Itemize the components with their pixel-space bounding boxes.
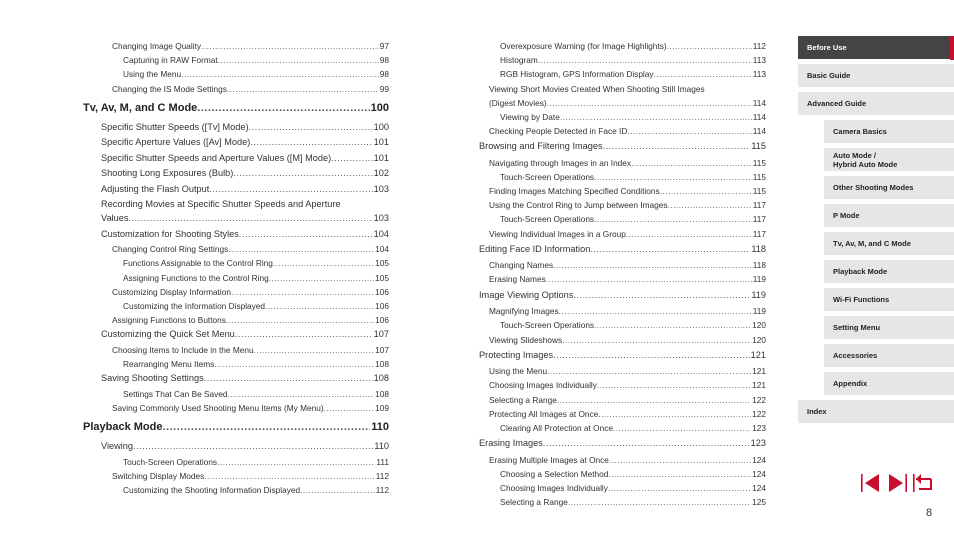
toc-page-number: 123: [752, 422, 766, 433]
toc-entry[interactable]: [83, 67, 389, 81]
toc-page-number: 118: [751, 243, 766, 254]
sidebar-tab[interactable]: [824, 260, 954, 284]
sidebar-tab-label-line2: Hybrid Auto Mode: [833, 160, 898, 169]
toc-entry[interactable]: [83, 39, 389, 53]
dot-leader: [590, 242, 750, 258]
toc-page-number: 108: [373, 373, 389, 384]
toc-page-number: 119: [751, 289, 766, 300]
sidebar-tab[interactable]: [798, 400, 954, 424]
back-icon[interactable]: [912, 472, 934, 494]
toc-entry[interactable]: [479, 110, 766, 124]
dot-leader: [128, 211, 372, 227]
toc-entry-title: Viewing Slideshows: [489, 334, 563, 345]
dot-leader: [324, 401, 375, 415]
toc-page-number: 123: [750, 438, 766, 449]
toc-entry[interactable]: [479, 156, 766, 170]
toc-entry[interactable]: [479, 333, 766, 347]
toc-right-column: [479, 39, 766, 509]
toc-entry[interactable]: [479, 481, 766, 495]
toc-entry-title: Erasing Names: [489, 274, 546, 285]
toc-page-number: 107: [375, 344, 389, 355]
dot-leader: [608, 467, 751, 481]
dot-leader: [562, 333, 751, 347]
sidebar-tab[interactable]: [824, 176, 954, 200]
dot-leader: [613, 421, 751, 435]
toc-entry-title: Editing Face ID Information: [479, 243, 591, 254]
toc-entry-title: Using the Menu: [489, 366, 548, 377]
toc-entry[interactable]: [479, 378, 766, 392]
sidebar-tab[interactable]: [798, 36, 954, 60]
sidebar-tab-label: Camera Basics: [833, 127, 887, 136]
sidebar-tab-label: Other Shooting Modes: [833, 183, 914, 192]
sidebar-tab-label: Playback Mode: [833, 267, 888, 276]
toc-entry-title: Values: [101, 213, 129, 224]
page-number: 8: [926, 507, 933, 519]
toc-page-number: 104: [375, 244, 389, 255]
next-page-icon[interactable]: [886, 472, 908, 494]
toc-entry[interactable]: [479, 124, 766, 138]
sidebar-tab-label: Basic Guide: [807, 71, 851, 80]
dot-leader: [273, 256, 374, 270]
toc-entry[interactable]: [83, 343, 389, 357]
toc-page-number: 124: [752, 468, 766, 479]
toc-entry[interactable]: [83, 439, 389, 455]
sidebar-tab[interactable]: [798, 92, 954, 116]
dot-leader: [204, 469, 375, 483]
toc-entry-title: Navigating through Images in an Index: [489, 157, 632, 168]
toc-entry[interactable]: [83, 483, 389, 497]
sidebar-tab[interactable]: [824, 344, 954, 368]
toc-entry[interactable]: [83, 242, 389, 256]
toc-page-number: 98: [379, 69, 389, 80]
dot-leader: [608, 481, 751, 495]
toc-entry[interactable]: [479, 53, 766, 67]
toc-page-number: 109: [375, 402, 389, 413]
toc-entry[interactable]: [83, 256, 389, 270]
toc-page-number: 114: [752, 97, 766, 108]
toc-entry[interactable]: [479, 184, 766, 198]
toc-entry-title: Changing the IS Mode Settings: [112, 83, 227, 94]
toc-page-number: 111: [376, 456, 389, 467]
toc-page-number: 98: [379, 55, 389, 66]
toc-entry-title: Assigning Functions to Buttons: [112, 315, 226, 326]
toc-page-number: 112: [375, 485, 389, 495]
toc-page-number: 112: [375, 470, 389, 481]
dot-leader: [249, 120, 373, 136]
toc-page-number: 121: [752, 380, 766, 391]
page-navigation: [860, 472, 934, 494]
toc-entry-title: Customizing the Shooting Information Displayed: [123, 485, 301, 495]
dot-leader: [250, 135, 372, 151]
toc-page-number: 124: [752, 483, 766, 493]
sidebar-tab-label: Auto Mode /: [833, 151, 876, 160]
toc-page-number: 103: [373, 213, 389, 224]
toc-entry-title: Adjusting the Flash Output: [101, 183, 210, 194]
toc-entry[interactable]: [479, 67, 766, 81]
toc-entry-title: Selecting a Range: [500, 497, 568, 508]
toc-entry-title: Customizing the Information Displayed: [123, 301, 266, 311]
toc-entry[interactable]: [479, 272, 766, 286]
dot-leader: [547, 96, 752, 110]
toc-entry-title: Browsing and Filtering Images: [479, 141, 603, 152]
sidebar-tab[interactable]: [824, 232, 954, 256]
dot-leader: [560, 110, 752, 124]
toc-page-number: 105: [375, 258, 389, 269]
toc-entry[interactable]: [83, 327, 389, 343]
toc-page-number: 110: [371, 421, 389, 434]
toc-entry[interactable]: [479, 304, 766, 318]
dot-leader: [654, 67, 752, 81]
toc-entry-title: Magnifying Images: [489, 306, 559, 317]
toc-page-number: 115: [752, 157, 766, 168]
toc-entry-title: Protecting Images: [479, 349, 554, 360]
dot-leader: [547, 364, 751, 378]
toc-entry[interactable]: [83, 82, 389, 96]
toc-page-number: 121: [752, 366, 766, 377]
toc-entry-line[interactable]: Viewing Short Movies Created When Shooting Still Images: [489, 83, 705, 94]
toc-entry[interactable]: [479, 407, 766, 421]
toc-entry[interactable]: [479, 364, 766, 378]
dot-leader: [598, 407, 751, 421]
toc-entry[interactable]: [479, 170, 766, 184]
sidebar-tab-label: Setting Menu: [833, 323, 881, 332]
sidebar-tab-label: Appendix: [833, 379, 868, 388]
toc-entry[interactable]: [479, 39, 766, 53]
toc-entry[interactable]: [83, 299, 389, 313]
sidebar-tab[interactable]: [824, 288, 954, 312]
toc-entry-title: Playback Mode: [83, 421, 163, 434]
dot-leader: [228, 242, 374, 256]
toc-entry[interactable]: [83, 401, 389, 415]
dot-leader: [546, 272, 752, 286]
toc-entry[interactable]: [479, 227, 766, 241]
toc-entry[interactable]: [83, 227, 389, 243]
toc-page-number: 108: [375, 359, 389, 370]
toc-page-number: 124: [752, 454, 766, 465]
toc-entry[interactable]: [83, 182, 389, 198]
toc-entry[interactable]: [83, 357, 389, 371]
toc-entry[interactable]: [479, 421, 766, 435]
dot-leader: [557, 393, 751, 407]
dot-leader: [201, 39, 379, 53]
toc-page-number: 107: [373, 329, 389, 340]
previous-page-icon[interactable]: [860, 472, 882, 494]
toc-entry-title: Finding Images Matching Specified Conditions: [489, 186, 660, 196]
dot-leader: [559, 304, 752, 318]
dot-leader: [660, 184, 752, 198]
toc-entry-title: Touch-Screen Operations: [500, 171, 595, 182]
dot-leader: [133, 439, 373, 455]
dot-leader: [594, 212, 752, 226]
toc-page-number: 118: [752, 260, 766, 271]
toc-entry-title: (Digest Movies): [489, 97, 547, 108]
dot-leader: [162, 418, 370, 436]
dot-leader: [609, 453, 751, 467]
dot-leader: [265, 299, 374, 313]
toc-entry[interactable]: [83, 151, 389, 167]
toc-entry-title: Viewing: [101, 441, 134, 452]
dot-leader: [239, 227, 373, 243]
toc-entry[interactable]: [83, 211, 389, 227]
sidebar-tab-label: P Mode: [833, 211, 860, 220]
toc-page-number: 120: [752, 320, 766, 331]
toc-entry-title: Functions Assignable to the Control Ring: [123, 258, 273, 269]
toc-entry[interactable]: [479, 242, 766, 258]
toc-entry-title: Using the Menu: [123, 69, 182, 80]
toc-page-number: 122: [752, 408, 766, 419]
dot-leader: [300, 483, 375, 497]
toc-entry[interactable]: [479, 96, 766, 110]
dot-leader: [228, 387, 375, 401]
sidebar-tab[interactable]: [824, 316, 954, 340]
sidebar-tab[interactable]: [824, 148, 954, 172]
toc-entry-title: Checking People Detected in Face ID: [489, 125, 628, 136]
toc-entry-title: Customizing Display Information: [112, 286, 231, 297]
toc-entry-title: Viewing by Date: [500, 111, 560, 122]
toc-entry-title: Changing Image Quality: [112, 41, 202, 51]
dot-leader: [667, 198, 751, 212]
toc-page-number: 114: [752, 125, 766, 136]
dot-leader: [568, 495, 751, 509]
toc-page-number: 97: [379, 41, 389, 51]
toc-entry[interactable]: [83, 53, 389, 67]
toc-page-number: 115: [752, 186, 766, 196]
dot-leader: [594, 170, 752, 184]
dot-leader: [209, 182, 372, 198]
toc-entry-line[interactable]: Recording Movies at Specific Shutter Speeds and Aperture: [101, 199, 341, 210]
toc-page-number: 103: [373, 183, 389, 194]
toc-page-number: 114: [752, 111, 766, 122]
toc-page-number: 125: [752, 497, 766, 508]
toc-entry-title: Assigning Functions to the Control Ring: [123, 272, 269, 283]
toc-page-number: 113: [752, 69, 766, 80]
toc-entry[interactable]: [479, 318, 766, 332]
dot-leader: [631, 156, 752, 170]
toc-page-number: 106: [375, 315, 389, 326]
toc-page-number: 113: [752, 55, 766, 66]
toc-page-number: 100: [373, 121, 389, 132]
sidebar-tab[interactable]: [798, 64, 954, 88]
toc-entry[interactable]: [479, 258, 766, 272]
sidebar-tab-label: Advanced Guide: [807, 99, 867, 108]
toc-entry-title: Switching Display Modes: [112, 470, 205, 481]
toc-page-number: 122: [752, 394, 766, 405]
toc-entry-title: RGB Histogram, GPS Information Display: [500, 69, 654, 80]
toc-entry-title: Customizing the Quick Set Menu: [101, 329, 235, 340]
sidebar-tab-label: Wi-Fi Functions: [833, 295, 890, 304]
dot-leader: [331, 151, 373, 167]
toc-page-number: 110: [374, 441, 389, 452]
toc-entry-title: Changing Names: [489, 260, 554, 271]
toc-chapter-heading[interactable]: [83, 99, 389, 117]
dot-leader: [573, 288, 750, 304]
dot-leader: [231, 285, 374, 299]
toc-page-number: 99: [379, 83, 389, 94]
toc-page-number: 105: [375, 272, 389, 283]
toc-entry-title: Shooting Long Exposures (Bulb): [101, 168, 234, 179]
toc-entry[interactable]: [83, 120, 389, 136]
toc-entry-title: Protecting All Images at Once: [489, 408, 599, 419]
toc-entry[interactable]: [83, 387, 389, 401]
toc-entry[interactable]: [479, 393, 766, 407]
toc-entry-title: Selecting a Range: [489, 394, 557, 405]
toc-entry[interactable]: [479, 198, 766, 212]
toc-entry[interactable]: [479, 436, 766, 452]
toc-entry-title: Clearing All Protection at Once: [500, 422, 613, 433]
toc-entry[interactable]: [83, 313, 389, 327]
toc-entry-title: Erasing Multiple Images at Once: [489, 454, 609, 465]
toc-page-number: 119: [752, 306, 766, 317]
dot-leader: [667, 39, 752, 53]
dot-leader: [254, 343, 375, 357]
toc-entry-title: Choosing Images Individually: [500, 483, 608, 493]
toc-page-number: 104: [373, 228, 389, 239]
toc-entry-title: Tv, Av, M, and C Mode: [83, 101, 198, 114]
toc-entry-title: Saving Commonly Used Shooting Menu Items (My Menu): [112, 402, 324, 413]
toc-entry[interactable]: [83, 455, 389, 469]
toc-page-number: 106: [375, 301, 389, 311]
dot-leader: [235, 327, 373, 343]
dot-leader: [603, 139, 751, 155]
toc-entry[interactable]: [479, 453, 766, 467]
sidebar-tab[interactable]: [824, 204, 954, 228]
sidebar-tab-label: Accessories: [833, 351, 878, 360]
dot-leader: [626, 227, 752, 241]
toc-page-number: 120: [752, 334, 766, 345]
dot-leader: [218, 53, 379, 67]
toc-entry-title: Touch-Screen Operations: [123, 456, 218, 467]
dot-leader: [553, 348, 750, 364]
sidebar-tab-label: Index: [807, 407, 827, 416]
dot-leader: [181, 67, 379, 81]
toc-page-number: 115: [752, 171, 766, 182]
toc-entry-title: Choosing Items to Include in the Menu: [112, 344, 254, 355]
sidebar-tab[interactable]: [824, 120, 954, 144]
toc-chapter-heading[interactable]: [83, 418, 389, 436]
toc-entry[interactable]: [83, 469, 389, 483]
toc-entry[interactable]: [479, 348, 766, 364]
toc-page-number: 121: [750, 349, 766, 360]
toc-page-number: 106: [375, 286, 389, 297]
toc-page-number: 112: [752, 41, 766, 51]
dot-leader: [217, 455, 375, 469]
toc-entry-title: Touch-Screen Operations: [500, 320, 595, 331]
dot-leader: [538, 53, 752, 67]
toc-entry[interactable]: [479, 212, 766, 226]
dot-leader: [233, 166, 372, 182]
toc-entry[interactable]: [83, 371, 389, 387]
dot-leader: [594, 318, 751, 332]
dot-leader: [543, 436, 750, 452]
toc-page-number: 101: [373, 152, 389, 163]
toc-page-number: 108: [375, 388, 389, 399]
toc-entry-title: Histogram: [500, 55, 538, 66]
toc-page-number: 117: [752, 214, 766, 225]
toc-entry-title: Rearranging Menu Items: [123, 359, 215, 370]
toc-entry-title: Image Viewing Options: [479, 289, 574, 300]
toc-entry-title: Erasing Images: [479, 438, 543, 449]
toc-entry[interactable]: [479, 139, 766, 155]
toc-page-number: 102: [373, 168, 389, 179]
dot-leader: [226, 313, 374, 327]
sidebar-tab-label: Tv, Av, M, and C Mode: [833, 239, 911, 248]
toc-entry-title: Customization for Shooting Styles: [101, 228, 239, 239]
sidebar-tab[interactable]: [824, 372, 954, 396]
toc-entry-title: Capturing in RAW Format: [123, 55, 218, 66]
toc-entry-title: Changing Control Ring Settings: [112, 244, 229, 255]
toc-entry-title: Viewing Individual Images in a Group: [489, 228, 626, 239]
toc-entry-title: Specific Aperture Values ([Av] Mode): [101, 137, 251, 148]
toc-entry[interactable]: [479, 288, 766, 304]
toc-entry-title: Overexposure Warning (for Image Highlights): [500, 41, 667, 51]
dot-leader: [597, 378, 751, 392]
dot-leader: [627, 124, 751, 138]
toc-page-number: 117: [752, 228, 766, 239]
dot-leader: [214, 357, 374, 371]
chapter-sidebar: [798, 36, 954, 428]
dot-leader: [197, 99, 369, 117]
toc-entry[interactable]: [83, 285, 389, 299]
toc-entry-title: Touch-Screen Operations: [500, 214, 595, 225]
toc-entry[interactable]: [83, 166, 389, 182]
toc-entry-title: Choosing a Selection Method: [500, 468, 609, 479]
toc-entry-title: Choosing Images Individually: [489, 380, 597, 391]
toc-entry-title: Settings That Can Be Saved: [123, 388, 228, 399]
toc-left-column: [83, 39, 389, 497]
toc-page-number: 100: [370, 101, 389, 114]
sidebar-tab-label: Before Use: [807, 43, 847, 52]
dot-leader: [204, 371, 373, 387]
toc-page-number: 117: [752, 200, 766, 211]
toc-entry[interactable]: [83, 271, 389, 285]
toc-entry[interactable]: [479, 495, 766, 509]
toc-page-number: 115: [751, 141, 766, 152]
toc-entry-title: Specific Shutter Speeds and Aperture Values ([M] Mode): [101, 152, 332, 163]
toc-page-number: 119: [752, 274, 766, 285]
toc-entry-title: Using the Control Ring to Jump between Images: [489, 200, 668, 211]
dot-leader: [227, 82, 379, 96]
toc-entry-title: Saving Shooting Settings: [101, 373, 204, 384]
toc-page-number: 101: [373, 137, 389, 148]
toc-entry[interactable]: [83, 135, 389, 151]
dot-leader: [553, 258, 752, 272]
toc-entry[interactable]: [479, 467, 766, 481]
toc-entry-title: Specific Shutter Speeds ([Tv] Mode): [101, 121, 249, 132]
dot-leader: [269, 271, 374, 285]
